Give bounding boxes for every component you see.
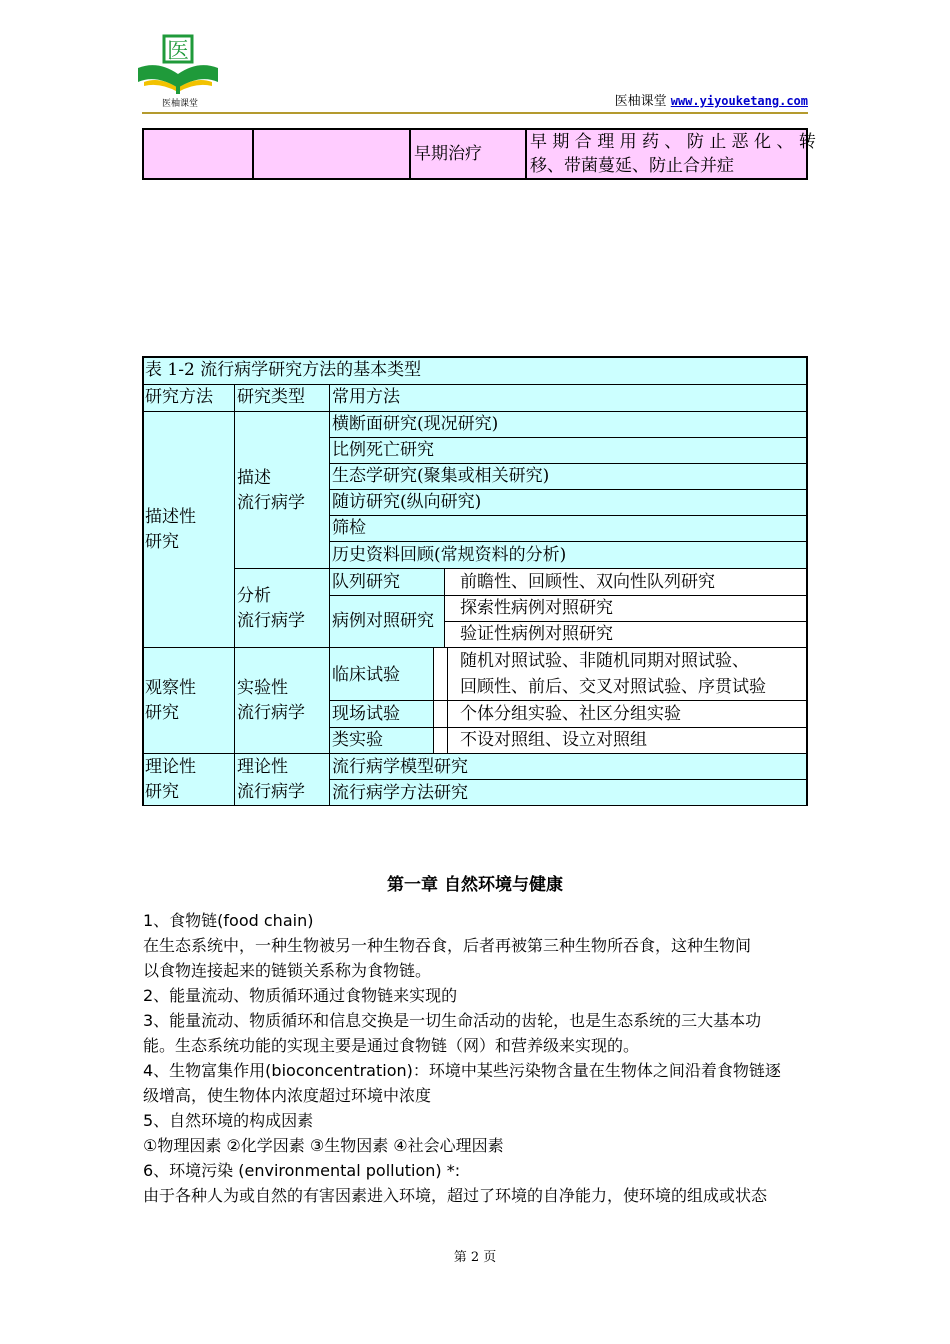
paragraph: ①物理因素 ②化学因素 ③生物因素 ④社会心理因素 bbox=[143, 1136, 504, 1155]
paragraph: 级增高，使生物体内浓度超过环境中浓度 bbox=[143, 1086, 432, 1105]
grid-line bbox=[447, 647, 448, 753]
grid-line bbox=[433, 647, 434, 753]
paragraph: 在生态系统中，一种生物被另一种生物吞食，后者再被第三种生物所吞食，这种生物间 bbox=[143, 936, 752, 955]
grid-line bbox=[235, 568, 806, 569]
clinical-detail: 随机对照试验、非随机同期对照试验、 bbox=[460, 651, 749, 671]
cell-line: 实验性 bbox=[237, 678, 288, 698]
grid-line bbox=[329, 489, 806, 490]
method-item: 随访研究(纵向研究) bbox=[332, 492, 482, 512]
cell-line: 移、带菌蔓延、防止合并症 bbox=[530, 156, 734, 176]
method-theoretical bbox=[143, 755, 235, 807]
cell-line: 分析 bbox=[237, 586, 271, 606]
grid-line bbox=[329, 541, 806, 542]
header-common: 常用方法 bbox=[332, 387, 400, 407]
paragraph: 以食物连接起来的链锁关系称为食物链。 bbox=[143, 961, 432, 980]
cell-line: 流行病学 bbox=[237, 703, 305, 723]
cell-line: 研究 bbox=[145, 703, 179, 723]
grid-line bbox=[444, 621, 806, 622]
field-trial: 现场试验 bbox=[332, 704, 400, 724]
table-caption: 表 1-2 流行病学研究方法的基本类型 bbox=[145, 360, 422, 380]
cell-line: 流行病学 bbox=[237, 493, 305, 513]
grid-line bbox=[329, 595, 444, 596]
cell-line: 早 期 合 理 用 药 、 防 止 恶 化 、 转 bbox=[530, 132, 816, 152]
method-descriptive bbox=[143, 505, 235, 557]
quasi-detail: 不设对照组、设立对照组 bbox=[460, 730, 647, 750]
cell-line: 流行病学 bbox=[237, 611, 305, 631]
type-theoretical-epi bbox=[235, 755, 329, 807]
grid-line bbox=[142, 805, 808, 806]
type-descriptive-epi bbox=[235, 466, 329, 518]
grid-line bbox=[234, 384, 235, 805]
paragraph: 1、食物链(food chain) bbox=[143, 911, 314, 930]
paragraph: 2、能量流动、物质循环通过食物链来实现的 bbox=[143, 986, 458, 1005]
grid-line bbox=[142, 753, 806, 754]
method-observational bbox=[143, 676, 235, 728]
cell-line: 研究 bbox=[145, 782, 179, 802]
grid-line bbox=[444, 595, 806, 596]
grid-line bbox=[142, 384, 806, 385]
type-experimental-epi bbox=[235, 676, 329, 728]
type-analytic-epi bbox=[235, 584, 329, 636]
cell-line: 理论性 bbox=[237, 757, 288, 777]
quasi-experiment: 类实验 bbox=[332, 730, 383, 750]
grid-line bbox=[806, 356, 808, 806]
chapter-title: 第一章 自然环境与健康 bbox=[387, 875, 563, 895]
grid-line bbox=[329, 700, 806, 701]
paragraph: 6、环境污染 (environmental pollution) *: bbox=[143, 1161, 461, 1180]
header-type: 研究类型 bbox=[237, 387, 305, 407]
paragraph: 5、自然环境的构成因素 bbox=[143, 1111, 314, 1130]
grid-line bbox=[142, 411, 806, 412]
cohort-study: 队列研究 bbox=[332, 572, 400, 592]
field-detail: 个体分组实验、社区分组实验 bbox=[460, 704, 681, 724]
method-item: 流行病学模型研究 bbox=[332, 757, 468, 777]
method-item: 筛检 bbox=[332, 518, 366, 538]
clinical-trial: 临床试验 bbox=[332, 665, 400, 685]
cell-line: 描述性 bbox=[145, 507, 196, 527]
site-name: 医柚课堂 bbox=[614, 94, 667, 109]
grid-line bbox=[329, 384, 330, 805]
method-item: 比例死亡研究 bbox=[332, 440, 434, 460]
logo-glyph: 医 bbox=[166, 39, 190, 64]
paragraph: 由于各种人为或自然的有害因素进入环境，超过了环境的自净能力，使环境的组成或状态 bbox=[143, 1186, 768, 1205]
grid-line bbox=[329, 727, 806, 728]
grid-line bbox=[329, 779, 806, 780]
grid-line bbox=[444, 568, 445, 647]
grid-line bbox=[329, 515, 806, 516]
header-method: 研究方法 bbox=[145, 387, 213, 407]
page-number: 第 2 页 bbox=[453, 1250, 497, 1265]
case-control-study: 病例对照研究 bbox=[332, 611, 434, 631]
cell-line: 观察性 bbox=[145, 678, 196, 698]
cell-line: 研究 bbox=[145, 532, 179, 552]
grid-line bbox=[142, 647, 806, 648]
grid-line bbox=[329, 463, 806, 464]
grid-line bbox=[142, 356, 808, 358]
grid-line bbox=[142, 356, 144, 806]
case-control-detail: 验证性病例对照研究 bbox=[460, 624, 613, 644]
paragraph: 能。生态系统功能的实现主要是通过食物链（网）和营养级来实现的。 bbox=[143, 1036, 640, 1055]
cell-line: 理论性 bbox=[145, 757, 196, 777]
method-item: 横断面研究(现况研究) bbox=[332, 414, 499, 434]
cell-line: 流行病学 bbox=[237, 782, 305, 802]
site-link[interactable]: www.yiyouketang.com bbox=[670, 94, 808, 108]
paragraph: 3、能量流动、物质循环和信息交换是一切生命活动的齿轮，也是生态系统的三大基本功 bbox=[143, 1011, 762, 1030]
method-item: 流行病学方法研究 bbox=[332, 783, 468, 803]
table-cell-treatment: 早期治疗 bbox=[411, 130, 527, 178]
method-item: 生态学研究(聚集或相关研究) bbox=[332, 466, 550, 486]
clinical-detail: 回顾性、前后、交叉对照试验、序贯试验 bbox=[460, 677, 766, 697]
method-item: 历史资料回顾(常规资料的分析) bbox=[332, 545, 567, 565]
case-control-detail: 探索性病例对照研究 bbox=[460, 598, 613, 618]
cohort-detail: 前瞻性、回顾性、双向性队列研究 bbox=[460, 572, 715, 592]
cell-line: 描述 bbox=[237, 468, 271, 488]
paragraph: 4、生物富集作用(bioconcentration)：环境中某些污染物含量在生物体之间沿着食物链逐 bbox=[143, 1061, 781, 1080]
grid-line bbox=[329, 437, 806, 438]
logo-caption: 医柚课堂 bbox=[161, 99, 198, 109]
